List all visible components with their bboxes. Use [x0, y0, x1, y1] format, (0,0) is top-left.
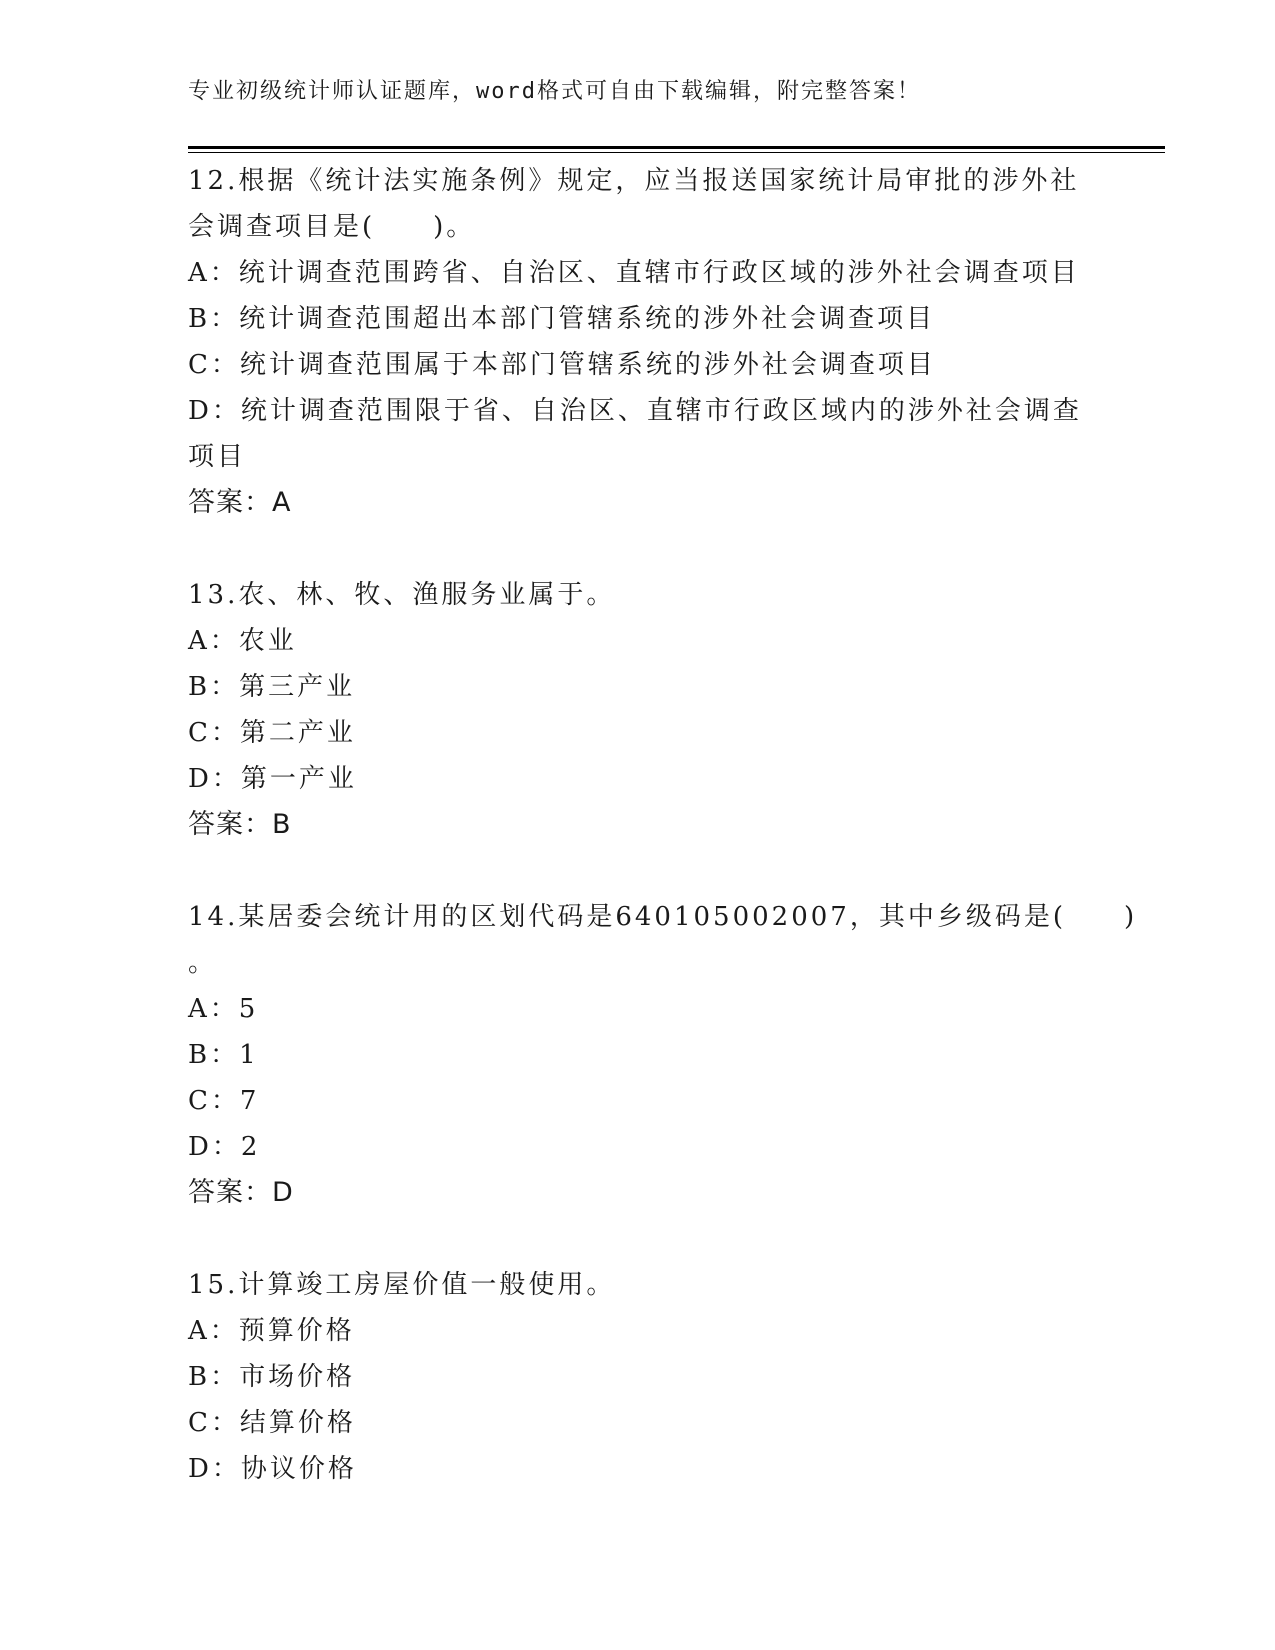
- question-stem-line: 会调查项目是( )。: [188, 212, 476, 242]
- question-stem-line: 12.根据《统计法实施条例》规定，应当报送国家统计局审批的涉外社: [188, 166, 1080, 196]
- question-stem-line: 15.计算竣工房屋价值一般使用。: [188, 1270, 616, 1300]
- option-b: B：第三产业: [188, 672, 356, 702]
- question-13: [188, 572, 1088, 848]
- header-rule-thin: [188, 152, 1165, 153]
- answer-label: 答案：D: [188, 1177, 294, 1208]
- question-stem-line: 13.农、林、牧、渔服务业属于。: [188, 580, 616, 610]
- option-c: C：结算价格: [188, 1408, 356, 1438]
- question-15: [188, 1262, 1088, 1492]
- option-d-continued: 项目: [188, 442, 247, 472]
- option-b: B：统计调查范围超出本部门管辖系统的涉外社会调查项目: [188, 304, 936, 334]
- question-list: [188, 158, 1138, 1538]
- option-d: D：统计调查范围限于省、自治区、直辖市行政区域内的涉外社会调查: [188, 396, 1082, 426]
- header-rule-thick: [188, 146, 1165, 149]
- option-b: B：1: [188, 1040, 259, 1070]
- question-14: [188, 894, 1138, 1216]
- option-c: C：第二产业: [188, 718, 356, 748]
- option-c: C：7: [188, 1086, 260, 1116]
- option-d: D：协议价格: [188, 1454, 357, 1484]
- option-c: C：统计调查范围属于本部门管辖系统的涉外社会调查项目: [188, 350, 936, 380]
- option-a: A：预算价格: [188, 1316, 355, 1346]
- option-b: B：市场价格: [188, 1362, 356, 1392]
- question-stem-line: 14.某居委会统计用的区划代码是640105002007，其中乡级码是( ): [188, 902, 1138, 932]
- answer-label: 答案：A: [188, 487, 292, 518]
- option-a: A：农业: [188, 626, 297, 656]
- option-a: A：统计调查范围跨省、自治区、直辖市行政区域的涉外社会调查项目: [188, 258, 1080, 288]
- option-d: D：2: [188, 1132, 261, 1162]
- question-stem-line: 。: [188, 948, 218, 978]
- question-12: [188, 158, 1088, 526]
- answer-label: 答案：B: [188, 809, 292, 840]
- document-header: 专业初级统计师认证题库，word格式可自由下载编辑，附完整答案！: [188, 79, 921, 104]
- option-a: A：5: [188, 994, 259, 1024]
- option-d: D：第一产业: [188, 764, 357, 794]
